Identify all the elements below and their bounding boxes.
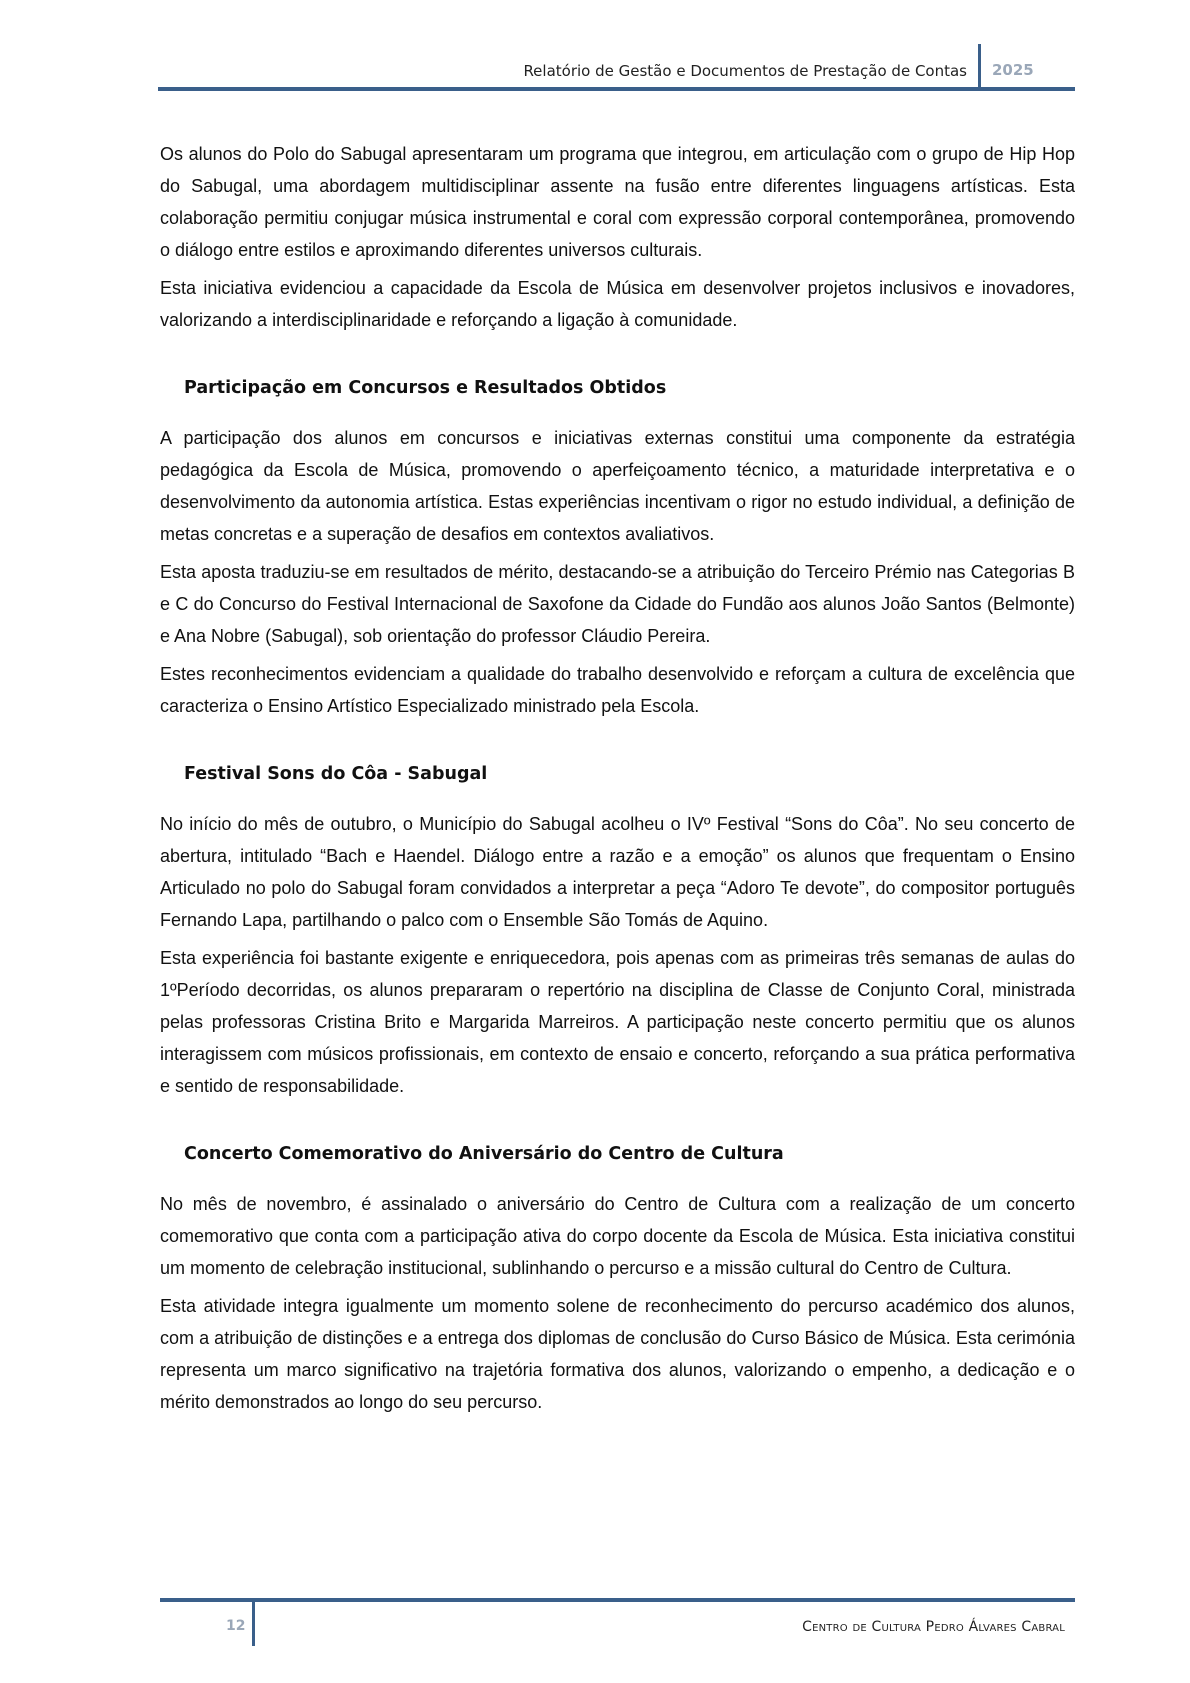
section-heading: Concerto Comemorativo do Aniversário do Centro de Cultura [184,1144,784,1164]
header-year: 2025 [992,61,1034,79]
header-divider [978,44,981,88]
paragraph: Esta aposta traduziu-se em resultados de mérito, destacando-se a atribuição do Terceiro Prémio nas Categorias B e C do Concurso do Festival Internacional de Saxofone da Cidade do Fundão aos alunos João Santos (Belmonte) e Ana Nobre (Sabugal), sob orientação do professor Cláudio Pereira. [160,562,1075,646]
page-header [158,44,1075,92]
footer-rule [160,1598,1075,1602]
paragraph: Estes reconhecimentos evidenciam a qualidade do trabalho desenvolvido e reforçam a cultura de excelência que caracteriza o Ensino Artístico Especializado ministrado pela Escola. [160,664,1075,716]
paragraph: No início do mês de outubro, o Município do Sabugal acolheu o IVº Festival “Sons do Côa”. No seu concerto de abertura, intitulado “Bach e Haendel. Diálogo entre a razão e a emoção” os alunos que frequentam o Ensino Articulado no polo do Sabugal foram convidados a interpretar a peça “Adoro Te devote”, do compositor português Fernando Lapa, partilhando o palco com o Ensemble São Tomás de Aquino. [160,814,1075,930]
page-content [160,138,1075,1424]
section-heading: Festival Sons do Côa - Sabugal [184,764,488,784]
footer-divider [252,1598,255,1646]
page-number: 12 [226,1618,246,1634]
paragraph: No mês de novembro, é assinalado o aniversário do Centro de Cultura com a realização de um concerto comemorativo que conta com a participação ativa do corpo docente da Escola de Música. Esta iniciativa constitui um momento de celebração institucional, sublinhando o percurso e a missão cultural do Centro de Cultura. [160,1194,1075,1278]
paragraph: Esta atividade integra igualmente um momento solene de reconhecimento do percurso académico dos alunos, com a atribuição de distinções e a entrega dos diplomas de conclusão do Curso Básico de Música. Esta cerimónia representa um marco significativo na trajetória formativa dos alunos, valorizando o empenho, a dedicação e o mérito demonstrados ao longo do seu percurso. [160,1296,1075,1412]
section-heading: Participação em Concursos e Resultados Obtidos [184,378,667,398]
header-rule [158,87,1075,91]
organization-name: Centro de Cultura Pedro Álvares Cabral [802,1619,1065,1635]
paragraph: Os alunos do Polo do Sabugal apresentaram um programa que integrou, em articulação com o grupo de Hip Hop do Sabugal, uma abordagem multidisciplinar assente na fusão entre diferentes linguagens artísticas. Esta colaboração permitiu conjugar música instrumental e coral com expressão corporal contemporânea, promovendo o diálogo entre estilos e aproximando diferentes universos culturais. [160,144,1075,260]
paragraph: Esta iniciativa evidenciou a capacidade da Escola de Música em desenvolver projetos inclusivos e inovadores, valorizando a interdisciplinaridade e reforçando a ligação à comunidade. [160,278,1075,330]
paragraph: Esta experiência foi bastante exigente e enriquecedora, pois apenas com as primeiras três semanas de aulas do 1ºPeríodo decorridas, os alunos prepararam o repertório na disciplina de Classe de Conjunto Coral, ministrada pelas professoras Cristina Brito e Margarida Marreiros. A participação neste concerto permitiu que os alunos interagissem com músicos profissionais, em contexto de ensaio e concerto, reforçando a sua prática performativa e sentido de responsabilidade. [160,948,1075,1096]
header-title: Relatório de Gestão e Documentos de Prestação de Contas [523,62,967,80]
paragraph: A participação dos alunos em concursos e iniciativas externas constitui uma componente da estratégia pedagógica da Escola de Música, promovendo o aperfeiçoamento técnico, a maturidade interpretativa e o desenvolvimento da autonomia artística. Estas experiências incentivam o rigor no estudo individual, a definição de metas concretas e a superação de desafios em contextos avaliativos. [160,428,1075,544]
page-footer [160,1598,1075,1648]
